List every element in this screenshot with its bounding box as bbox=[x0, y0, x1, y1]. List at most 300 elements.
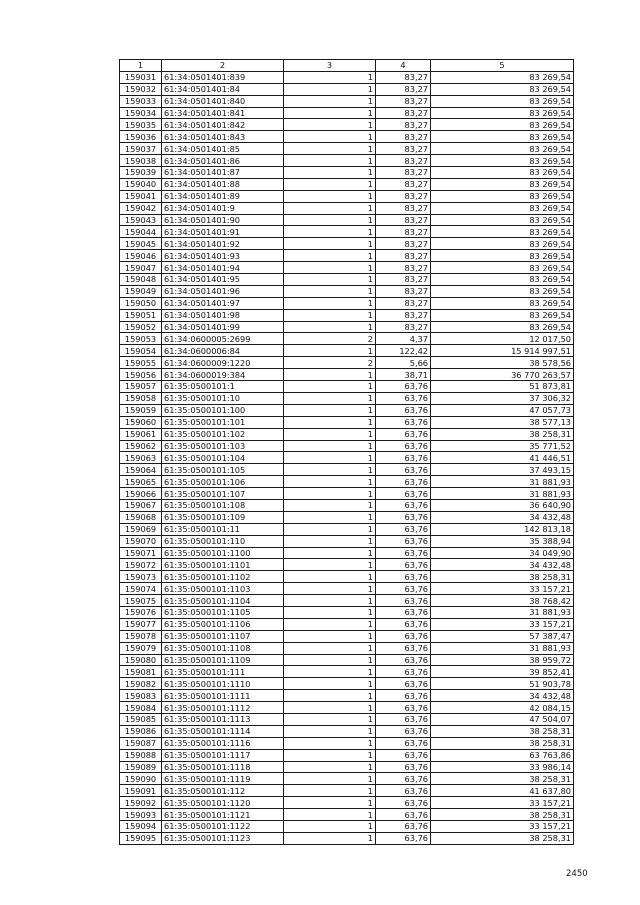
table-row bbox=[120, 606, 574, 618]
table-row bbox=[120, 642, 574, 654]
count-cell: 1 bbox=[284, 571, 376, 583]
table-row bbox=[120, 71, 574, 83]
area-cell: 63,76 bbox=[376, 488, 431, 500]
cadastral-number-cell: 61:34:0501401:90 bbox=[162, 214, 284, 226]
value-cell: 31 881,93 bbox=[431, 606, 574, 618]
area-cell: 63,76 bbox=[376, 381, 431, 393]
count-cell: 1 bbox=[284, 297, 376, 309]
count-cell: 1 bbox=[284, 488, 376, 500]
value-cell: 83 269,54 bbox=[431, 71, 574, 83]
value-cell: 83 269,54 bbox=[431, 178, 574, 190]
column-header-2: 2 bbox=[162, 60, 284, 72]
table-row bbox=[120, 285, 574, 297]
table-row bbox=[120, 713, 574, 725]
area-cell: 83,27 bbox=[376, 202, 431, 214]
table-row bbox=[120, 202, 574, 214]
cadastral-number-cell: 61:34:0600019:384 bbox=[162, 369, 284, 381]
value-cell: 38 258,31 bbox=[431, 809, 574, 821]
row-number-cell: 159086 bbox=[120, 725, 162, 737]
value-cell: 38 258,31 bbox=[431, 571, 574, 583]
cadastral-number-cell: 61:34:0600006:84 bbox=[162, 345, 284, 357]
cadastral-number-cell: 61:35:0500101:1108 bbox=[162, 642, 284, 654]
area-cell: 5,66 bbox=[376, 357, 431, 369]
row-number-cell: 159053 bbox=[120, 333, 162, 345]
cadastral-number-cell: 61:35:0500101:100 bbox=[162, 404, 284, 416]
count-cell: 1 bbox=[284, 321, 376, 333]
value-cell: 51 873,81 bbox=[431, 381, 574, 393]
cadastral-number-cell: 61:34:0501401:85 bbox=[162, 143, 284, 155]
cadastral-number-cell: 61:35:0500101:112 bbox=[162, 785, 284, 797]
table-row bbox=[120, 749, 574, 761]
count-cell: 1 bbox=[284, 773, 376, 785]
area-cell: 83,27 bbox=[376, 83, 431, 95]
value-cell: 31 881,93 bbox=[431, 488, 574, 500]
row-number-cell: 159090 bbox=[120, 773, 162, 785]
row-number-cell: 159058 bbox=[120, 392, 162, 404]
value-cell: 37 306,32 bbox=[431, 392, 574, 404]
cadastral-number-cell: 61:35:0500101:111 bbox=[162, 666, 284, 678]
value-cell: 83 269,54 bbox=[431, 83, 574, 95]
column-header-3: 3 bbox=[284, 60, 376, 72]
count-cell: 1 bbox=[284, 595, 376, 607]
row-number-cell: 159075 bbox=[120, 595, 162, 607]
value-cell: 36 770 263,57 bbox=[431, 369, 574, 381]
area-cell: 63,76 bbox=[376, 618, 431, 630]
count-cell: 1 bbox=[284, 202, 376, 214]
value-cell: 83 269,54 bbox=[431, 131, 574, 143]
area-cell: 83,27 bbox=[376, 297, 431, 309]
cadastral-number-cell: 61:34:0501401:87 bbox=[162, 167, 284, 179]
table-row bbox=[120, 476, 574, 488]
area-cell: 63,76 bbox=[376, 821, 431, 833]
count-cell: 1 bbox=[284, 666, 376, 678]
area-cell: 63,76 bbox=[376, 428, 431, 440]
cadastral-number-cell: 61:34:0501401:86 bbox=[162, 155, 284, 167]
table-row bbox=[120, 250, 574, 262]
cadastral-number-cell: 61:34:0600005:2699 bbox=[162, 333, 284, 345]
count-cell: 1 bbox=[284, 95, 376, 107]
count-cell: 1 bbox=[284, 535, 376, 547]
count-cell: 1 bbox=[284, 678, 376, 690]
row-number-cell: 159088 bbox=[120, 749, 162, 761]
row-number-cell: 159066 bbox=[120, 488, 162, 500]
table-row bbox=[120, 297, 574, 309]
area-cell: 63,76 bbox=[376, 476, 431, 488]
table-row bbox=[120, 571, 574, 583]
row-number-cell: 159056 bbox=[120, 369, 162, 381]
value-cell: 38 258,31 bbox=[431, 737, 574, 749]
table-row bbox=[120, 95, 574, 107]
value-cell: 83 269,54 bbox=[431, 167, 574, 179]
count-cell: 1 bbox=[284, 642, 376, 654]
value-cell: 38 258,31 bbox=[431, 725, 574, 737]
value-cell: 36 640,90 bbox=[431, 499, 574, 511]
cadastral-number-cell: 61:35:0500101:1106 bbox=[162, 618, 284, 630]
cadastral-number-cell: 61:35:0500101:1118 bbox=[162, 761, 284, 773]
value-cell: 38 959,72 bbox=[431, 654, 574, 666]
value-cell: 15 914 997,51 bbox=[431, 345, 574, 357]
row-number-cell: 159064 bbox=[120, 464, 162, 476]
row-number-cell: 159073 bbox=[120, 571, 162, 583]
value-cell: 33 157,21 bbox=[431, 797, 574, 809]
table-row bbox=[120, 226, 574, 238]
value-cell: 83 269,54 bbox=[431, 274, 574, 286]
table-row bbox=[120, 773, 574, 785]
table-row bbox=[120, 167, 574, 179]
value-cell: 83 269,54 bbox=[431, 262, 574, 274]
row-number-cell: 159061 bbox=[120, 428, 162, 440]
area-cell: 63,76 bbox=[376, 737, 431, 749]
value-cell: 42 084,15 bbox=[431, 702, 574, 714]
value-cell: 47 504,07 bbox=[431, 713, 574, 725]
value-cell: 35 388,94 bbox=[431, 535, 574, 547]
area-cell: 83,27 bbox=[376, 95, 431, 107]
row-number-cell: 159039 bbox=[120, 167, 162, 179]
table-row bbox=[120, 547, 574, 559]
cadastral-number-cell: 61:35:0500101:1104 bbox=[162, 595, 284, 607]
value-cell: 83 269,54 bbox=[431, 119, 574, 131]
table-row bbox=[120, 214, 574, 226]
value-cell: 83 269,54 bbox=[431, 143, 574, 155]
area-cell: 63,76 bbox=[376, 440, 431, 452]
area-cell: 83,27 bbox=[376, 131, 431, 143]
table-row bbox=[120, 392, 574, 404]
table-row bbox=[120, 464, 574, 476]
area-cell: 83,27 bbox=[376, 309, 431, 321]
area-cell: 63,76 bbox=[376, 606, 431, 618]
table-row bbox=[120, 523, 574, 535]
area-cell: 63,76 bbox=[376, 583, 431, 595]
table-row bbox=[120, 595, 574, 607]
row-number-cell: 159081 bbox=[120, 666, 162, 678]
area-cell: 63,76 bbox=[376, 535, 431, 547]
cadastral-number-cell: 61:35:0500101:1114 bbox=[162, 725, 284, 737]
area-cell: 83,27 bbox=[376, 119, 431, 131]
count-cell: 2 bbox=[284, 333, 376, 345]
area-cell: 63,76 bbox=[376, 630, 431, 642]
count-cell: 1 bbox=[284, 250, 376, 262]
row-number-cell: 159082 bbox=[120, 678, 162, 690]
table-row bbox=[120, 761, 574, 773]
value-cell: 38 258,31 bbox=[431, 428, 574, 440]
row-number-cell: 159087 bbox=[120, 737, 162, 749]
table-row bbox=[120, 357, 574, 369]
area-cell: 63,76 bbox=[376, 642, 431, 654]
table-row bbox=[120, 369, 574, 381]
cadastral-number-cell: 61:34:0501401:842 bbox=[162, 119, 284, 131]
area-cell: 83,27 bbox=[376, 262, 431, 274]
count-cell: 1 bbox=[284, 499, 376, 511]
value-cell: 39 852,41 bbox=[431, 666, 574, 678]
table-row bbox=[120, 83, 574, 95]
row-number-cell: 159083 bbox=[120, 690, 162, 702]
area-cell: 63,76 bbox=[376, 571, 431, 583]
count-cell: 1 bbox=[284, 618, 376, 630]
row-number-cell: 159044 bbox=[120, 226, 162, 238]
area-cell: 63,76 bbox=[376, 559, 431, 571]
column-header-5: 5 bbox=[431, 60, 574, 72]
area-cell: 83,27 bbox=[376, 226, 431, 238]
count-cell: 1 bbox=[284, 809, 376, 821]
area-cell: 4,37 bbox=[376, 333, 431, 345]
area-cell: 63,76 bbox=[376, 654, 431, 666]
count-cell: 1 bbox=[284, 797, 376, 809]
count-cell: 1 bbox=[284, 606, 376, 618]
count-cell: 1 bbox=[284, 178, 376, 190]
value-cell: 38 578,56 bbox=[431, 357, 574, 369]
count-cell: 1 bbox=[284, 285, 376, 297]
area-cell: 38,71 bbox=[376, 369, 431, 381]
area-cell: 63,76 bbox=[376, 452, 431, 464]
row-number-cell: 159033 bbox=[120, 95, 162, 107]
cadastral-number-cell: 61:35:0500101:1101 bbox=[162, 559, 284, 571]
table-row bbox=[120, 678, 574, 690]
row-number-cell: 159077 bbox=[120, 618, 162, 630]
table-header-row bbox=[120, 60, 574, 72]
table-row bbox=[120, 119, 574, 131]
area-cell: 63,76 bbox=[376, 547, 431, 559]
cadastral-number-cell: 61:35:0500101:109 bbox=[162, 511, 284, 523]
count-cell: 1 bbox=[284, 785, 376, 797]
count-cell: 1 bbox=[284, 71, 376, 83]
value-cell: 34 049,90 bbox=[431, 547, 574, 559]
cadastral-number-cell: 61:35:0500101:108 bbox=[162, 499, 284, 511]
table-row bbox=[120, 404, 574, 416]
cadastral-number-cell: 61:35:0500101:1110 bbox=[162, 678, 284, 690]
area-cell: 83,27 bbox=[376, 285, 431, 297]
count-cell: 1 bbox=[284, 440, 376, 452]
table-row bbox=[120, 583, 574, 595]
table-row bbox=[120, 809, 574, 821]
count-cell: 1 bbox=[284, 381, 376, 393]
cadastral-number-cell: 61:34:0501401:94 bbox=[162, 262, 284, 274]
value-cell: 33 157,21 bbox=[431, 583, 574, 595]
area-cell: 83,27 bbox=[376, 321, 431, 333]
value-cell: 51 903,78 bbox=[431, 678, 574, 690]
value-cell: 83 269,54 bbox=[431, 238, 574, 250]
area-cell: 63,76 bbox=[376, 773, 431, 785]
area-cell: 63,76 bbox=[376, 797, 431, 809]
table-row bbox=[120, 440, 574, 452]
cadastral-number-cell: 61:35:0500101:1121 bbox=[162, 809, 284, 821]
count-cell: 1 bbox=[284, 713, 376, 725]
count-cell: 1 bbox=[284, 238, 376, 250]
value-cell: 83 269,54 bbox=[431, 190, 574, 202]
value-cell: 33 157,21 bbox=[431, 618, 574, 630]
cadastral-number-cell: 61:34:0501401:839 bbox=[162, 71, 284, 83]
area-cell: 63,76 bbox=[376, 702, 431, 714]
table-row bbox=[120, 428, 574, 440]
cadastral-number-cell: 61:35:0500101:104 bbox=[162, 452, 284, 464]
row-number-cell: 159043 bbox=[120, 214, 162, 226]
cadastral-number-cell: 61:35:0500101:103 bbox=[162, 440, 284, 452]
row-number-cell: 159091 bbox=[120, 785, 162, 797]
area-cell: 63,76 bbox=[376, 523, 431, 535]
row-number-cell: 159042 bbox=[120, 202, 162, 214]
row-number-cell: 159094 bbox=[120, 821, 162, 833]
cadastral-number-cell: 61:34:0501401:841 bbox=[162, 107, 284, 119]
count-cell: 1 bbox=[284, 737, 376, 749]
area-cell: 63,76 bbox=[376, 725, 431, 737]
value-cell: 63 763,86 bbox=[431, 749, 574, 761]
cadastral-number-cell: 61:34:0501401:92 bbox=[162, 238, 284, 250]
table-row bbox=[120, 535, 574, 547]
count-cell: 1 bbox=[284, 690, 376, 702]
area-cell: 83,27 bbox=[376, 274, 431, 286]
value-cell: 33 157,21 bbox=[431, 821, 574, 833]
area-cell: 83,27 bbox=[376, 155, 431, 167]
row-number-cell: 159048 bbox=[120, 274, 162, 286]
cadastral-number-cell: 61:34:0501401:95 bbox=[162, 274, 284, 286]
value-cell: 12 017,50 bbox=[431, 333, 574, 345]
cadastral-number-cell: 61:34:0501401:97 bbox=[162, 297, 284, 309]
row-number-cell: 159062 bbox=[120, 440, 162, 452]
row-number-cell: 159054 bbox=[120, 345, 162, 357]
row-number-cell: 159040 bbox=[120, 178, 162, 190]
area-cell: 63,76 bbox=[376, 511, 431, 523]
table-row bbox=[120, 785, 574, 797]
table-row bbox=[120, 107, 574, 119]
area-cell: 63,76 bbox=[376, 749, 431, 761]
row-number-cell: 159047 bbox=[120, 262, 162, 274]
row-number-cell: 159041 bbox=[120, 190, 162, 202]
cadastral-number-cell: 61:34:0501401:96 bbox=[162, 285, 284, 297]
cadastral-number-cell: 61:35:0500101:105 bbox=[162, 464, 284, 476]
row-number-cell: 159032 bbox=[120, 83, 162, 95]
value-cell: 47 057,73 bbox=[431, 404, 574, 416]
value-cell: 38 577,13 bbox=[431, 416, 574, 428]
count-cell: 1 bbox=[284, 630, 376, 642]
count-cell: 1 bbox=[284, 511, 376, 523]
cadastral-number-cell: 61:35:0500101:1102 bbox=[162, 571, 284, 583]
count-cell: 1 bbox=[284, 583, 376, 595]
area-cell: 83,27 bbox=[376, 107, 431, 119]
row-number-cell: 159089 bbox=[120, 761, 162, 773]
value-cell: 83 269,54 bbox=[431, 309, 574, 321]
row-number-cell: 159052 bbox=[120, 321, 162, 333]
value-cell: 57 387,47 bbox=[431, 630, 574, 642]
count-cell: 1 bbox=[284, 749, 376, 761]
count-cell: 1 bbox=[284, 143, 376, 155]
count-cell: 1 bbox=[284, 131, 376, 143]
row-number-cell: 159076 bbox=[120, 606, 162, 618]
cadastral-number-cell: 61:35:0500101:1113 bbox=[162, 713, 284, 725]
count-cell: 1 bbox=[284, 559, 376, 571]
area-cell: 63,76 bbox=[376, 666, 431, 678]
table-row bbox=[120, 333, 574, 345]
cadastral-number-cell: 61:35:0500101:110 bbox=[162, 535, 284, 547]
row-number-cell: 159049 bbox=[120, 285, 162, 297]
value-cell: 35 771,52 bbox=[431, 440, 574, 452]
cadastral-number-cell: 61:35:0500101:1123 bbox=[162, 832, 284, 844]
cadastral-number-cell: 61:35:0500101:101 bbox=[162, 416, 284, 428]
count-cell: 1 bbox=[284, 274, 376, 286]
count-cell: 1 bbox=[284, 654, 376, 666]
cadastral-number-cell: 61:34:0501401:84 bbox=[162, 83, 284, 95]
area-cell: 63,76 bbox=[376, 761, 431, 773]
value-cell: 83 269,54 bbox=[431, 95, 574, 107]
table-row bbox=[120, 274, 574, 286]
cadastral-number-cell: 61:34:0501401:99 bbox=[162, 321, 284, 333]
row-number-cell: 159046 bbox=[120, 250, 162, 262]
count-cell: 2 bbox=[284, 357, 376, 369]
area-cell: 63,76 bbox=[376, 678, 431, 690]
table-row bbox=[120, 381, 574, 393]
cadastral-number-cell: 61:34:0501401:93 bbox=[162, 250, 284, 262]
column-header-1: 1 bbox=[120, 60, 162, 72]
count-cell: 1 bbox=[284, 392, 376, 404]
area-cell: 63,76 bbox=[376, 785, 431, 797]
row-number-cell: 159079 bbox=[120, 642, 162, 654]
cadastral-number-cell: 61:35:0500101:1 bbox=[162, 381, 284, 393]
table-row bbox=[120, 702, 574, 714]
area-cell: 83,27 bbox=[376, 190, 431, 202]
count-cell: 1 bbox=[284, 725, 376, 737]
row-number-cell: 159080 bbox=[120, 654, 162, 666]
count-cell: 1 bbox=[284, 523, 376, 535]
row-number-cell: 159093 bbox=[120, 809, 162, 821]
count-cell: 1 bbox=[284, 452, 376, 464]
table-row bbox=[120, 321, 574, 333]
area-cell: 63,76 bbox=[376, 416, 431, 428]
count-cell: 1 bbox=[284, 119, 376, 131]
table-row bbox=[120, 511, 574, 523]
value-cell: 83 269,54 bbox=[431, 297, 574, 309]
table-row bbox=[120, 559, 574, 571]
table-row bbox=[120, 416, 574, 428]
area-cell: 63,76 bbox=[376, 499, 431, 511]
value-cell: 83 269,54 bbox=[431, 107, 574, 119]
row-number-cell: 159067 bbox=[120, 499, 162, 511]
count-cell: 1 bbox=[284, 226, 376, 238]
count-cell: 1 bbox=[284, 214, 376, 226]
count-cell: 1 bbox=[284, 369, 376, 381]
cadastral-number-cell: 61:35:0500101:1105 bbox=[162, 606, 284, 618]
cadastral-number-cell: 61:35:0500101:1107 bbox=[162, 630, 284, 642]
area-cell: 63,76 bbox=[376, 713, 431, 725]
row-number-cell: 159060 bbox=[120, 416, 162, 428]
area-cell: 83,27 bbox=[376, 71, 431, 83]
cadastral-number-cell: 61:35:0500101:1112 bbox=[162, 702, 284, 714]
table-row bbox=[120, 238, 574, 250]
row-number-cell: 159085 bbox=[120, 713, 162, 725]
table-row bbox=[120, 797, 574, 809]
count-cell: 1 bbox=[284, 83, 376, 95]
table-row bbox=[120, 618, 574, 630]
table-row bbox=[120, 190, 574, 202]
count-cell: 1 bbox=[284, 345, 376, 357]
value-cell: 41 446,51 bbox=[431, 452, 574, 464]
cadastral-number-cell: 61:35:0500101:107 bbox=[162, 488, 284, 500]
table-row bbox=[120, 309, 574, 321]
table-row bbox=[120, 630, 574, 642]
value-cell: 41 637,80 bbox=[431, 785, 574, 797]
table-row bbox=[120, 131, 574, 143]
area-cell: 83,27 bbox=[376, 143, 431, 155]
count-cell: 1 bbox=[284, 155, 376, 167]
cadastral-number-cell: 61:35:0500101:102 bbox=[162, 428, 284, 440]
table-row bbox=[120, 666, 574, 678]
value-cell: 34 432,48 bbox=[431, 690, 574, 702]
row-number-cell: 159065 bbox=[120, 476, 162, 488]
area-cell: 83,27 bbox=[376, 178, 431, 190]
area-cell: 83,27 bbox=[376, 214, 431, 226]
document-table-container bbox=[119, 59, 573, 845]
row-number-cell: 159095 bbox=[120, 832, 162, 844]
count-cell: 1 bbox=[284, 547, 376, 559]
cadastral-number-cell: 61:35:0500101:1120 bbox=[162, 797, 284, 809]
row-number-cell: 159072 bbox=[120, 559, 162, 571]
